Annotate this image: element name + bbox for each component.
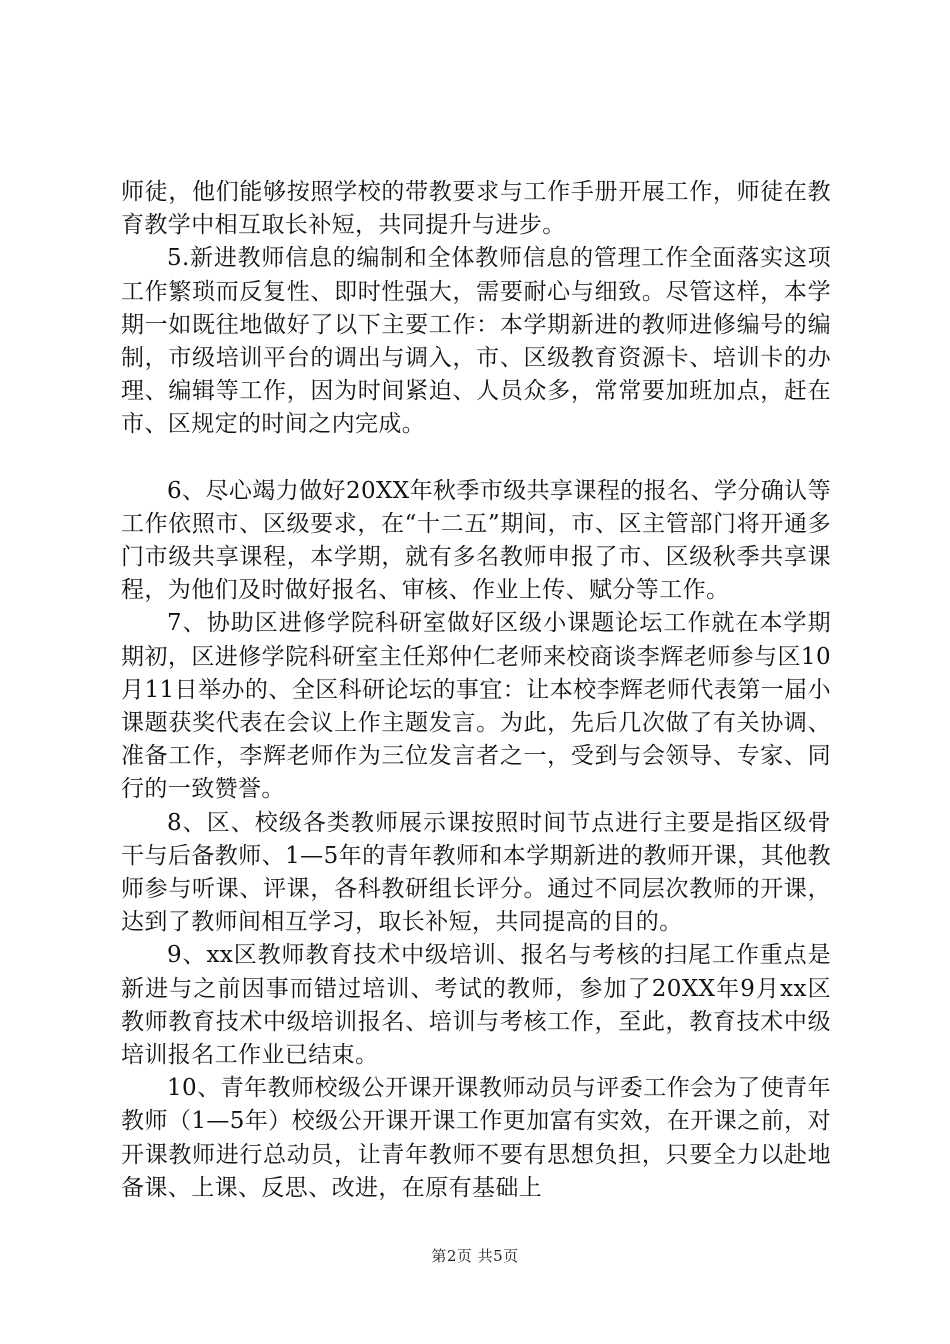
paragraph-item-5: 5.新进教师信息的编制和全体教师信息的管理工作全面落实这项工作繁琐而反复性、即时性强大，需要耐心与细致。尽管这样，本学期一如既往地做好了以下主要工作：本学期新进的教师进修编号的编制，市级培训平台的调出与调入，市、区级教育资源卡、培训卡的办理、编辑等工作，因为时间紧迫、人员众多，常常要加班加点，赶在市、区规定的时间之内完成。 [121, 245, 831, 438]
paragraph-item-8: 8、区、校级各类教师展示课按照时间节点进行主要是指区级骨干与后备教师、1—5年的青年教师和本学期新进的教师开课，其他教师参与听课、评课，各科教研组长评分。通过不同层次教师的开课，达到了教师间相互学习，取长补短，共同提高的目的。 [121, 809, 831, 936]
paragraph-item-9: 9、xx区教师教育技术中级培训、报名与考核的扫尾工作重点是新进与之前因事而错过培训、考试的教师，参加了20XX年9月xx区教师教育技术中级培训报名、培训与考核工作，至此，教育技术中级培训报名工作业已结束。 [121, 942, 831, 1069]
paragraph-item-6: 6、尽心竭力做好20XX年秋季市级共享课程的报名、学分确认等工作依照市、区级要求，在“十二五”期间，市、区主管部门将开通多门市级共享课程，本学期，就有多名教师申报了市、区级秋季共享课程，为他们及时做好报名、审核、作业上传、赋分等工作。 [121, 477, 831, 604]
paragraph-continuation: 师徒，他们能够按照学校的带教要求与工作手册开展工作，师徒在教育教学中相互取长补短，共同提升与进步。 [121, 179, 831, 239]
paragraph-item-10: 10、青年教师校级公开课开课教师动员与评委工作会为了使青年教师（1—5年）校级公开课开课工作更加富有实效，在开课之前，对开课教师进行总动员，让青年教师不要有思想负担，只要全力以赴地备课、上课、反思、改进，在原有基础上 [121, 1075, 831, 1201]
paragraph-item-7: 7、协助区进修学院科研室做好区级小课题论坛工作就在本学期期初，区进修学院科研室主任郑仲仁老师来校商谈李辉老师参与区10月11日举办的、全区科研论坛的事宜：让本校李辉老师代表第一届小课题获奖代表在会议上作主题发言。为此，先后几次做了有关协调、准备工作，李辉老师作为三位发言者之一，受到与会领导、专家、同行的一致赞誉。 [121, 610, 831, 803]
page-footer: 第2页 共5页 [431, 1247, 519, 1265]
document-body [121, 176, 831, 1205]
